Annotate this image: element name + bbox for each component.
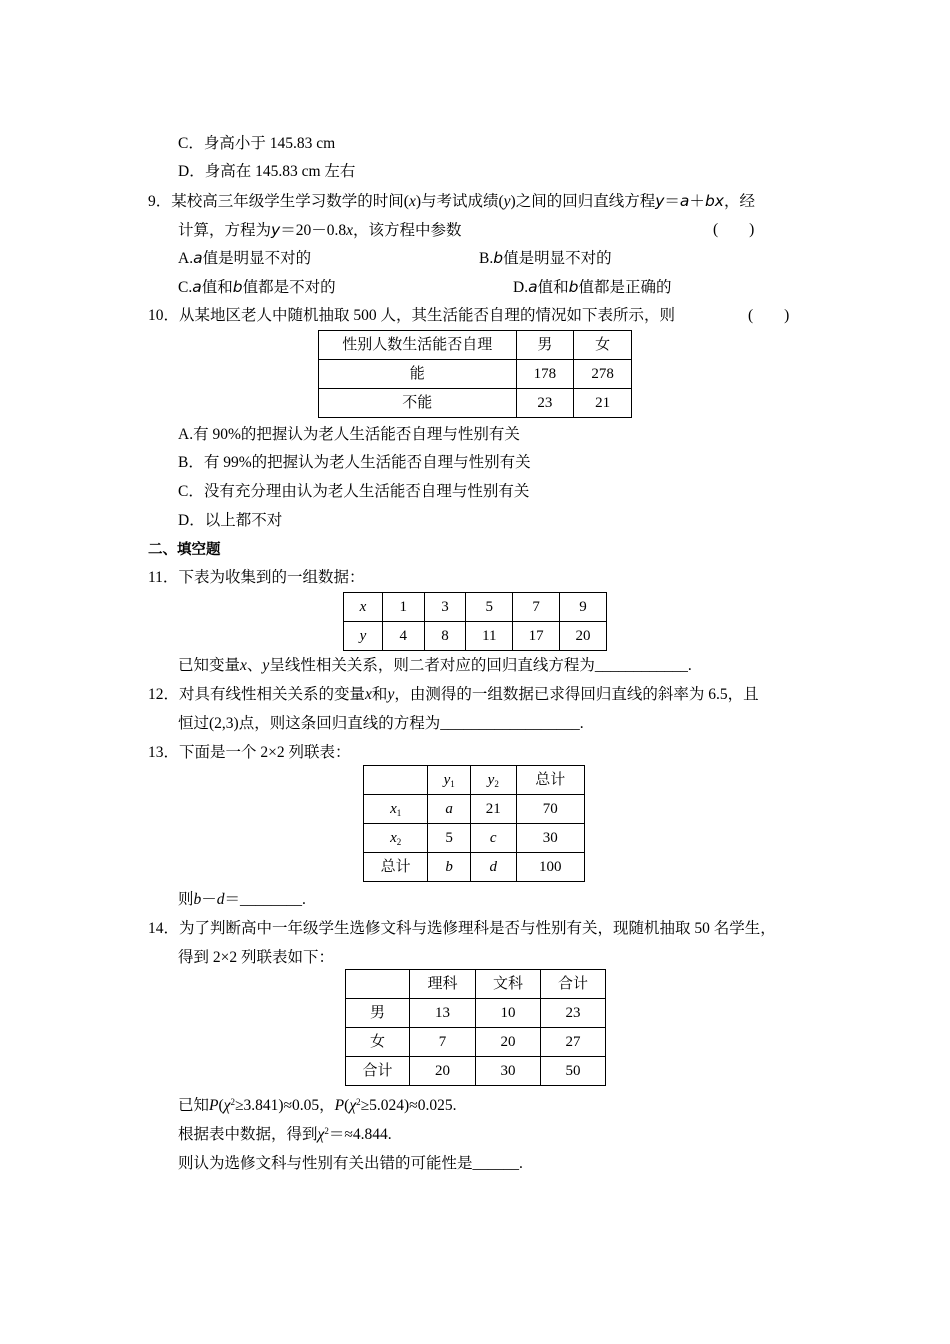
var: b	[232, 278, 243, 296]
table-row	[319, 360, 632, 389]
q11-stem	[148, 568, 364, 588]
var: P	[334, 1097, 345, 1114]
table-row	[364, 853, 585, 882]
text: D.	[513, 279, 529, 296]
table-cell	[428, 766, 471, 795]
q13-stem	[148, 743, 351, 763]
var: b	[493, 249, 504, 267]
table-cell: 11	[466, 622, 513, 651]
text: ，该方程中参数	[352, 222, 462, 239]
var: χ	[317, 1126, 325, 1143]
table-cell: 女	[574, 331, 632, 360]
table-row	[346, 999, 606, 1028]
text: 和	[371, 686, 388, 703]
table-cell: 70	[516, 795, 584, 824]
table-row	[319, 389, 632, 418]
q10-option-d: D．以上都不对	[178, 512, 283, 529]
text: A.	[178, 250, 194, 267]
var: x	[240, 657, 247, 674]
table-row	[319, 331, 632, 360]
table-cell: 23	[541, 999, 606, 1028]
question-number: 14．	[148, 920, 180, 937]
q13-table	[363, 765, 585, 882]
var: x	[390, 801, 397, 817]
table-row	[346, 1028, 606, 1057]
q14-known-line: 已知$P(\chi^2\ge 3.841)\approx 0.05$，$P(\chi^2\ge 5.024)\approx 0.025$.	[178, 1097, 457, 1114]
table-row	[364, 766, 585, 795]
text: 对具有线性相关关系的变量	[179, 686, 366, 703]
q9-line2	[178, 220, 462, 241]
q13-answer-line	[178, 890, 306, 910]
table-cell: 性别人数生活能否自理	[319, 331, 517, 360]
q9-option-d	[513, 277, 671, 298]
text: B.	[479, 250, 494, 267]
var: a	[193, 249, 203, 267]
table-cell: 21	[470, 795, 516, 824]
var: b	[193, 891, 202, 908]
q14-table	[345, 969, 606, 1086]
text: 已知	[178, 1097, 210, 1114]
question-number: 12．	[148, 686, 180, 703]
var: y	[487, 772, 495, 788]
var: b	[568, 278, 579, 296]
table-cell: 5	[466, 593, 513, 622]
q8-option-d: D．身高在 145.83 cm 左右	[178, 163, 356, 180]
q14-calc-line	[178, 1125, 392, 1145]
text: 值和	[201, 279, 233, 296]
text: 值是明显不对的	[503, 250, 612, 267]
q8-option-c: C．身高小于 145.83 cm	[178, 135, 336, 152]
question-number: 9．	[148, 193, 172, 210]
text: 值都是不对的	[242, 279, 336, 296]
text: ＝	[664, 193, 680, 210]
text: ，经	[723, 193, 755, 210]
table-cell: 总计	[364, 853, 428, 882]
table-cell: 9	[560, 593, 607, 622]
question-number: 10．	[148, 307, 180, 324]
text: 计算，方程为	[178, 222, 272, 239]
superscript: 2	[230, 1097, 235, 1107]
q14-answer-line: 则认为选修文科与性别有关出错的可能性是______.	[178, 1155, 523, 1172]
text: 根据表中数据，得到	[178, 1126, 318, 1143]
q10-option-a: A.有 90%的把握认为老人生活能否自理与性别有关	[178, 426, 520, 443]
table-cell: 178	[516, 360, 574, 389]
table-cell: 合计	[541, 970, 606, 999]
text: 下表为收集到的一组数据：	[178, 569, 365, 586]
var: a	[679, 192, 690, 210]
table-cell: y	[344, 622, 383, 651]
table-cell: 7	[410, 1028, 476, 1057]
table-cell	[364, 824, 428, 853]
text: ＝________.	[224, 891, 306, 908]
table-cell: 17	[513, 622, 560, 651]
table-cell: d	[470, 853, 516, 882]
table-cell: b	[428, 853, 471, 882]
var: χ	[349, 1097, 357, 1114]
var: x	[390, 830, 397, 846]
table-cell: x	[344, 593, 383, 622]
table-row	[344, 593, 607, 622]
table-cell: 总计	[516, 766, 584, 795]
table-cell: a	[428, 795, 471, 824]
text: 呈线性相关关系，则二者对应的回归直线方程为____________.	[269, 657, 692, 674]
superscript: 2	[356, 1097, 361, 1107]
q11-answer-line	[178, 656, 692, 676]
q10-answer-paren: ( )	[748, 307, 790, 324]
text: ＝20－0.8	[280, 222, 347, 239]
var: χ	[223, 1097, 231, 1114]
text: ＝≈4.844.	[328, 1126, 392, 1143]
text: 值是明显不对的	[202, 250, 312, 267]
table-cell: 20	[410, 1057, 476, 1086]
var: y	[271, 221, 281, 239]
subscript: 2	[396, 837, 402, 847]
table-cell: 5	[428, 824, 471, 853]
table-cell: 合计	[346, 1057, 410, 1086]
var: y	[387, 686, 395, 703]
table-row	[346, 1057, 606, 1086]
text: )与考试成绩(	[415, 193, 504, 210]
table-cell: 不能	[319, 389, 517, 418]
table-cell: 21	[574, 389, 632, 418]
table-cell: 20	[476, 1028, 541, 1057]
table-cell: 8	[424, 622, 466, 651]
q9-answer-paren: ( )	[713, 221, 755, 238]
table-cell: 3	[424, 593, 466, 622]
var: y	[655, 192, 665, 210]
var: a	[192, 278, 202, 296]
table-cell: 278	[574, 360, 632, 389]
q9-line1	[148, 191, 755, 212]
text: 则	[178, 891, 194, 908]
q9-option-b	[479, 248, 612, 269]
table-cell: 男	[516, 331, 574, 360]
superscript: 2	[324, 1126, 329, 1136]
question-number: 11．	[148, 569, 179, 586]
table-cell: 100	[516, 853, 584, 882]
table-cell: 30	[516, 824, 584, 853]
q9-option-c	[178, 277, 336, 298]
subscript: 1	[396, 808, 402, 818]
table-cell: 20	[560, 622, 607, 651]
q12-line1	[148, 685, 759, 705]
text: 值都是正确的	[578, 279, 672, 296]
q10-table	[318, 330, 632, 418]
text: ≥5.024)≈0.025.	[360, 1097, 457, 1114]
table-cell: 1	[382, 593, 424, 622]
text: C.	[178, 279, 193, 296]
section-heading: 二、填空题	[148, 542, 221, 558]
text: ＋	[689, 193, 705, 210]
q9-option-a	[178, 248, 311, 269]
q14-line2: 得到 2×2 列联表如下：	[178, 949, 334, 966]
table-cell: 理科	[410, 970, 476, 999]
var: y	[443, 772, 451, 788]
subscript: 1	[450, 779, 455, 789]
text: 已知变量	[178, 657, 241, 674]
text: )之间的回归直线方程	[510, 193, 656, 210]
table-row	[344, 622, 607, 651]
table-cell: 女	[346, 1028, 410, 1057]
text: 从某地区老人中随机抽取 500 人，其生活能否自理的情况如下表所示，则	[179, 307, 676, 324]
table-cell	[470, 766, 516, 795]
table-cell: 男	[346, 999, 410, 1028]
table-row	[346, 970, 606, 999]
q11-table	[343, 592, 607, 651]
table-row	[364, 795, 585, 824]
var: a	[528, 278, 538, 296]
table-cell: 7	[513, 593, 560, 622]
q14-line1	[148, 919, 776, 939]
table-cell: 4	[382, 622, 424, 651]
var: y	[503, 193, 511, 210]
table-cell: 30	[476, 1057, 541, 1086]
table-cell: c	[470, 824, 516, 853]
table-cell: 23	[516, 389, 574, 418]
table-cell	[364, 795, 428, 824]
text: 为了判断高中一年级学生选修文科与选修理科是否与性别有关，现随机抽取 50 名学生，	[179, 920, 776, 937]
var: bx	[704, 192, 724, 210]
table-cell	[364, 766, 428, 795]
text: 、	[246, 657, 263, 674]
var: d	[216, 891, 225, 908]
table-cell: 13	[410, 999, 476, 1028]
text: 某校高三年级学生学习数学的时间(	[171, 193, 409, 210]
subscript: 2	[494, 779, 499, 789]
text: 值和	[537, 279, 569, 296]
table-cell: 10	[476, 999, 541, 1028]
q12-line2: 恒过(2,3)点，则这条回归直线的方程为__________________.	[178, 715, 584, 732]
table-cell: 文科	[476, 970, 541, 999]
var: x	[365, 686, 372, 703]
text: ，由测得的一组数据已求得回归直线的斜率为 6.5，且	[394, 686, 759, 703]
var: x	[408, 193, 416, 210]
q10-stem	[148, 306, 675, 326]
table-cell: 能	[319, 360, 517, 389]
var: P	[209, 1097, 219, 1114]
question-number: 13．	[148, 744, 180, 761]
text: －	[201, 891, 217, 908]
text: ≥3.841)≈0.05，	[234, 1097, 335, 1114]
table-cell	[346, 970, 410, 999]
var: x	[346, 222, 353, 239]
table-cell: 27	[541, 1028, 606, 1057]
var: y	[262, 657, 270, 674]
q10-option-c: C．没有充分理由认为老人生活能否自理与性别有关	[178, 483, 530, 500]
table-cell: 50	[541, 1057, 606, 1086]
table-row	[364, 824, 585, 853]
text: 下面是一个 2×2 列联表：	[179, 744, 351, 761]
q10-option-b: B．有 99%的把握认为老人生活能否自理与性别有关	[178, 454, 531, 471]
